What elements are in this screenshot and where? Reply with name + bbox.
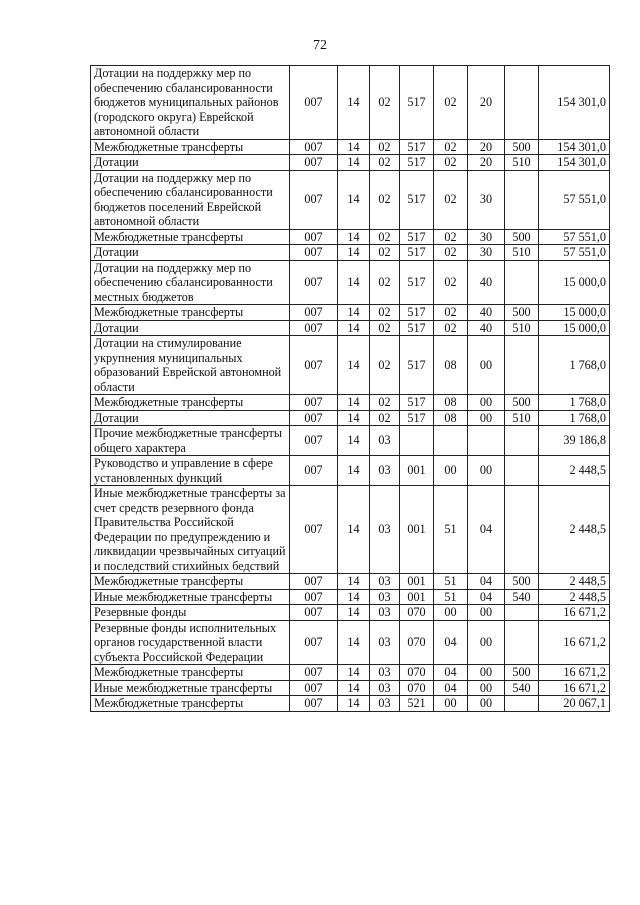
row-name-cell: Межбюджетные трансферты: [91, 139, 290, 155]
table-row: [91, 680, 610, 696]
expense-type-cell: 540: [505, 680, 539, 696]
row-name-cell: Дотации: [91, 155, 290, 171]
expense-type-cell: 510: [505, 410, 539, 426]
amount-cell: 16 671,2: [539, 680, 610, 696]
table-row: [91, 336, 610, 395]
ministry-code-cell: 007: [290, 456, 338, 486]
target-article-cell: 070: [400, 620, 434, 665]
table-row: [91, 410, 610, 426]
target-subarticle-cell: 08: [434, 336, 468, 395]
target-item-cell: 20: [468, 66, 505, 140]
target-article-cell: 517: [400, 245, 434, 261]
table-row: [91, 426, 610, 456]
section-code-cell: 14: [338, 229, 370, 245]
target-item-cell: 40: [468, 320, 505, 336]
subsection-code-cell: 03: [370, 574, 400, 590]
target-item-cell: 20: [468, 139, 505, 155]
target-article-cell: 001: [400, 574, 434, 590]
subsection-code-cell: 02: [370, 305, 400, 321]
row-name-cell: Резервные фонды исполнительных органов государственной власти субъекта Российской Федерации: [91, 620, 290, 665]
row-name-cell: Межбюджетные трансферты: [91, 395, 290, 411]
subsection-code-cell: 02: [370, 170, 400, 229]
table-row: [91, 305, 610, 321]
section-code-cell: 14: [338, 456, 370, 486]
target-article-cell: 517: [400, 229, 434, 245]
expense-type-cell: 500: [505, 395, 539, 411]
ministry-code-cell: 007: [290, 696, 338, 712]
section-code-cell: 14: [338, 336, 370, 395]
target-subarticle-cell: 04: [434, 620, 468, 665]
ministry-code-cell: 007: [290, 320, 338, 336]
section-code-cell: 14: [338, 680, 370, 696]
target-article-cell: 070: [400, 605, 434, 621]
target-item-cell: 00: [468, 410, 505, 426]
subsection-code-cell: 03: [370, 605, 400, 621]
table-row: [91, 245, 610, 261]
target-article-cell: 070: [400, 665, 434, 681]
amount-cell: 20 067,1: [539, 696, 610, 712]
row-name-cell: Иные межбюджетные трансферты: [91, 589, 290, 605]
subsection-code-cell: 02: [370, 320, 400, 336]
row-name-cell: Иные межбюджетные трансферты: [91, 680, 290, 696]
target-subarticle-cell: 04: [434, 680, 468, 696]
row-name-cell: Дотации на стимулирование укрупнения муниципальных образований Еврейской автономной области: [91, 336, 290, 395]
expense-type-cell: [505, 336, 539, 395]
target-subarticle-cell: 02: [434, 305, 468, 321]
target-subarticle-cell: 00: [434, 605, 468, 621]
ministry-code-cell: 007: [290, 336, 338, 395]
expense-type-cell: 540: [505, 589, 539, 605]
target-article-cell: 517: [400, 155, 434, 171]
expense-type-cell: [505, 66, 539, 140]
amount-cell: 2 448,5: [539, 486, 610, 574]
target-item-cell: 40: [468, 305, 505, 321]
target-item-cell: 04: [468, 486, 505, 574]
target-subarticle-cell: 02: [434, 66, 468, 140]
row-name-cell: Дотации: [91, 410, 290, 426]
expense-type-cell: 510: [505, 320, 539, 336]
subsection-code-cell: 02: [370, 155, 400, 171]
ministry-code-cell: 007: [290, 589, 338, 605]
target-article-cell: 517: [400, 320, 434, 336]
table-row: [91, 605, 610, 621]
expense-type-cell: [505, 260, 539, 305]
subsection-code-cell: 03: [370, 696, 400, 712]
target-item-cell: 00: [468, 336, 505, 395]
row-name-cell: Межбюджетные трансферты: [91, 696, 290, 712]
budget-table-body: [91, 66, 610, 712]
table-row: [91, 139, 610, 155]
amount-cell: 39 186,8: [539, 426, 610, 456]
target-subarticle-cell: 04: [434, 665, 468, 681]
table-row: [91, 155, 610, 171]
subsection-code-cell: 03: [370, 486, 400, 574]
amount-cell: 2 448,5: [539, 589, 610, 605]
target-subarticle-cell: 51: [434, 589, 468, 605]
subsection-code-cell: 03: [370, 426, 400, 456]
ministry-code-cell: 007: [290, 155, 338, 171]
table-row: [91, 665, 610, 681]
target-article-cell: 517: [400, 66, 434, 140]
section-code-cell: 14: [338, 66, 370, 140]
subsection-code-cell: 02: [370, 395, 400, 411]
page-number: 72: [313, 38, 327, 53]
row-name-cell: Дотации: [91, 320, 290, 336]
section-code-cell: 14: [338, 139, 370, 155]
expense-type-cell: 500: [505, 305, 539, 321]
table-row: [91, 170, 610, 229]
section-code-cell: 14: [338, 260, 370, 305]
target-subarticle-cell: 02: [434, 155, 468, 171]
target-subarticle-cell: 08: [434, 410, 468, 426]
target-item-cell: 00: [468, 605, 505, 621]
expense-type-cell: [505, 456, 539, 486]
ministry-code-cell: 007: [290, 410, 338, 426]
row-name-cell: Дотации на поддержку мер по обеспечению сбалансированности бюджетов муниципальных районов (городского округа) Еврейской автономной области: [91, 66, 290, 140]
subsection-code-cell: 03: [370, 456, 400, 486]
subsection-code-cell: 02: [370, 245, 400, 261]
expense-type-cell: 500: [505, 139, 539, 155]
expense-type-cell: 510: [505, 245, 539, 261]
section-code-cell: 14: [338, 574, 370, 590]
target-article-cell: [400, 426, 434, 456]
target-article-cell: 521: [400, 696, 434, 712]
section-code-cell: 14: [338, 170, 370, 229]
row-name-cell: Дотации: [91, 245, 290, 261]
target-item-cell: 00: [468, 395, 505, 411]
target-article-cell: 517: [400, 395, 434, 411]
row-name-cell: Прочие межбюджетные трансферты общего характера: [91, 426, 290, 456]
ministry-code-cell: 007: [290, 305, 338, 321]
expense-type-cell: 500: [505, 574, 539, 590]
table-row: [91, 574, 610, 590]
table-row: [91, 260, 610, 305]
target-item-cell: 30: [468, 170, 505, 229]
amount-cell: 16 671,2: [539, 605, 610, 621]
target-item-cell: 30: [468, 229, 505, 245]
row-name-cell: Межбюджетные трансферты: [91, 305, 290, 321]
ministry-code-cell: 007: [290, 680, 338, 696]
expense-type-cell: [505, 170, 539, 229]
ministry-code-cell: 007: [290, 66, 338, 140]
amount-cell: 15 000,0: [539, 320, 610, 336]
amount-cell: 1 768,0: [539, 395, 610, 411]
target-item-cell: 40: [468, 260, 505, 305]
ministry-code-cell: 007: [290, 170, 338, 229]
subsection-code-cell: 02: [370, 336, 400, 395]
expense-type-cell: 510: [505, 155, 539, 171]
ministry-code-cell: 007: [290, 139, 338, 155]
row-name-cell: Резервные фонды: [91, 605, 290, 621]
section-code-cell: 14: [338, 426, 370, 456]
amount-cell: 2 448,5: [539, 456, 610, 486]
section-code-cell: 14: [338, 395, 370, 411]
target-item-cell: 00: [468, 620, 505, 665]
section-code-cell: 14: [338, 320, 370, 336]
target-subarticle-cell: 51: [434, 574, 468, 590]
table-row: [91, 320, 610, 336]
row-name-cell: Дотации на поддержку мер по обеспечению сбалансированности местных бюджетов: [91, 260, 290, 305]
target-subarticle-cell: 00: [434, 696, 468, 712]
target-subarticle-cell: 00: [434, 456, 468, 486]
ministry-code-cell: 007: [290, 665, 338, 681]
amount-cell: 57 551,0: [539, 229, 610, 245]
amount-cell: 16 671,2: [539, 620, 610, 665]
ministry-code-cell: 007: [290, 574, 338, 590]
expense-type-cell: [505, 605, 539, 621]
ministry-code-cell: 007: [290, 620, 338, 665]
row-name-cell: Руководство и управление в сфере установленных функций: [91, 456, 290, 486]
amount-cell: 15 000,0: [539, 305, 610, 321]
target-item-cell: [468, 426, 505, 456]
expense-type-cell: [505, 696, 539, 712]
subsection-code-cell: 02: [370, 229, 400, 245]
amount-cell: 154 301,0: [539, 66, 610, 140]
row-name-cell: Межбюджетные трансферты: [91, 229, 290, 245]
section-code-cell: 14: [338, 305, 370, 321]
row-name-cell: Иные межбюджетные трансферты за счет средств резервного фонда Правительства Российской Федерации по предупреждению и ликвидации чрезвычайных ситуаций и последствий стихийных бедствий: [91, 486, 290, 574]
target-article-cell: 517: [400, 410, 434, 426]
target-item-cell: 00: [468, 456, 505, 486]
subsection-code-cell: 02: [370, 66, 400, 140]
target-article-cell: 517: [400, 260, 434, 305]
amount-cell: 154 301,0: [539, 139, 610, 155]
target-item-cell: 00: [468, 696, 505, 712]
target-article-cell: 517: [400, 139, 434, 155]
subsection-code-cell: 02: [370, 260, 400, 305]
row-name-cell: Межбюджетные трансферты: [91, 574, 290, 590]
target-subarticle-cell: 02: [434, 320, 468, 336]
table-row: [91, 620, 610, 665]
section-code-cell: 14: [338, 605, 370, 621]
target-item-cell: 00: [468, 680, 505, 696]
ministry-code-cell: 007: [290, 229, 338, 245]
target-item-cell: 20: [468, 155, 505, 171]
table-row: [91, 486, 610, 574]
expense-type-cell: 500: [505, 229, 539, 245]
target-article-cell: 001: [400, 486, 434, 574]
target-article-cell: 001: [400, 589, 434, 605]
section-code-cell: 14: [338, 665, 370, 681]
target-subarticle-cell: 08: [434, 395, 468, 411]
table-row: [91, 456, 610, 486]
target-article-cell: 517: [400, 336, 434, 395]
target-item-cell: 30: [468, 245, 505, 261]
amount-cell: 57 551,0: [539, 170, 610, 229]
target-subarticle-cell: [434, 426, 468, 456]
amount-cell: 15 000,0: [539, 260, 610, 305]
section-code-cell: 14: [338, 589, 370, 605]
target-article-cell: 001: [400, 456, 434, 486]
amount-cell: 1 768,0: [539, 410, 610, 426]
target-item-cell: 04: [468, 589, 505, 605]
target-item-cell: 04: [468, 574, 505, 590]
target-subarticle-cell: 51: [434, 486, 468, 574]
row-name-cell: Дотации на поддержку мер по обеспечению сбалансированности бюджетов поселений Еврейской автономной области: [91, 170, 290, 229]
target-subarticle-cell: 02: [434, 245, 468, 261]
subsection-code-cell: 02: [370, 410, 400, 426]
section-code-cell: 14: [338, 696, 370, 712]
expense-type-cell: [505, 426, 539, 456]
row-name-cell: Межбюджетные трансферты: [91, 665, 290, 681]
ministry-code-cell: 007: [290, 245, 338, 261]
table-row: [91, 66, 610, 140]
subsection-code-cell: 03: [370, 665, 400, 681]
amount-cell: 1 768,0: [539, 336, 610, 395]
ministry-code-cell: 007: [290, 426, 338, 456]
expense-type-cell: [505, 620, 539, 665]
ministry-code-cell: 007: [290, 260, 338, 305]
amount-cell: 57 551,0: [539, 245, 610, 261]
expense-type-cell: 500: [505, 665, 539, 681]
table-row: [91, 589, 610, 605]
target-subarticle-cell: 02: [434, 260, 468, 305]
table-row: [91, 395, 610, 411]
amount-cell: 16 671,2: [539, 665, 610, 681]
budget-table: [90, 65, 610, 712]
target-article-cell: 070: [400, 680, 434, 696]
target-article-cell: 517: [400, 305, 434, 321]
subsection-code-cell: 02: [370, 139, 400, 155]
target-article-cell: 517: [400, 170, 434, 229]
section-code-cell: 14: [338, 155, 370, 171]
expense-type-cell: [505, 486, 539, 574]
section-code-cell: 14: [338, 410, 370, 426]
section-code-cell: 14: [338, 620, 370, 665]
subsection-code-cell: 03: [370, 680, 400, 696]
subsection-code-cell: 03: [370, 620, 400, 665]
section-code-cell: 14: [338, 486, 370, 574]
subsection-code-cell: 03: [370, 589, 400, 605]
table-row: [91, 696, 610, 712]
amount-cell: 2 448,5: [539, 574, 610, 590]
amount-cell: 154 301,0: [539, 155, 610, 171]
ministry-code-cell: 007: [290, 395, 338, 411]
section-code-cell: 14: [338, 245, 370, 261]
table-row: [91, 229, 610, 245]
target-subarticle-cell: 02: [434, 170, 468, 229]
ministry-code-cell: 007: [290, 486, 338, 574]
target-subarticle-cell: 02: [434, 229, 468, 245]
target-item-cell: 00: [468, 665, 505, 681]
ministry-code-cell: 007: [290, 605, 338, 621]
target-subarticle-cell: 02: [434, 139, 468, 155]
